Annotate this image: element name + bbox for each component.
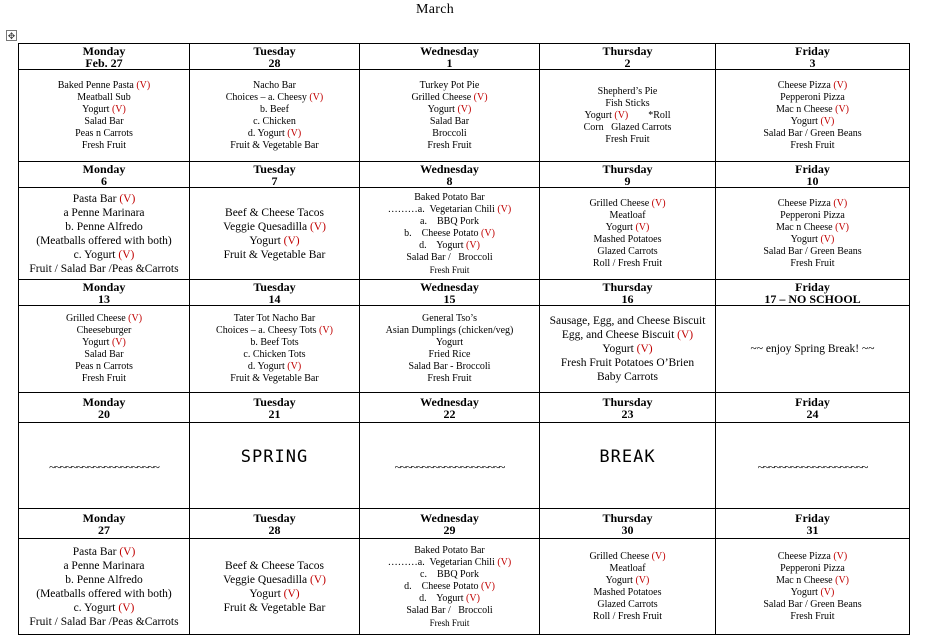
vegetarian-marker: (V) (119, 545, 136, 558)
day-date: 21 (268, 406, 281, 421)
day-name: Wednesday (420, 279, 479, 294)
day-date: 15 (443, 291, 456, 306)
vegetarian-marker: (V) (820, 586, 835, 598)
menu-item: Fresh Fruit (429, 264, 470, 275)
vegetarian-marker: (V) (119, 192, 136, 205)
menu-item: Glazed Carrots (597, 598, 658, 610)
menu-item: Salad Bar - Broccoli (408, 361, 491, 372)
menu-item: Beef & Cheese Tacos (225, 206, 324, 219)
day-name: Wednesday (420, 161, 479, 176)
menu-item: Fresh Fruit (81, 373, 127, 384)
day-date: 6 (101, 173, 107, 188)
day-date: 22 (443, 406, 456, 421)
day-name: Tuesday (253, 43, 296, 58)
day-date: 1 (446, 55, 453, 70)
vegetarian-marker: (V) (283, 587, 300, 600)
day-header-wednesday (360, 280, 540, 306)
menu-item: Baked Potato Bar (414, 544, 485, 556)
day-header-thursday (540, 280, 716, 306)
menu-item: Salad Bar / Green Beans (763, 598, 862, 610)
day-date: 7 (271, 173, 278, 188)
day-name: Friday (795, 510, 830, 525)
vegetarian-marker: (V) (835, 221, 850, 233)
menu-item: Asian Dumplings (chicken/veg) (385, 325, 514, 336)
vegetarian-marker: (V) (820, 233, 835, 245)
menu-cell-friday (716, 188, 910, 280)
day-header-tuesday (190, 280, 360, 306)
menu-item: Sausage, Egg, and Cheese Biscuit (549, 315, 706, 327)
day-name: Monday (82, 394, 126, 409)
menu-item: Grilled Cheese (V) (589, 197, 666, 209)
day-name: Tuesday (253, 510, 296, 525)
menu-item: c. Chicken (253, 115, 296, 127)
menu-cell-tuesday (190, 539, 360, 635)
menu-item: Fresh Fruit (81, 139, 127, 151)
vegetarian-marker: (V) (635, 574, 650, 586)
day-header-friday (716, 509, 910, 539)
menu-item: Beef & Cheese Tacos (225, 559, 324, 572)
menu-item: a. BBQ Pork (420, 215, 479, 227)
menu-item: Salad Bar / Green Beans (763, 127, 862, 139)
day-header-thursday (540, 509, 716, 539)
menu-item: Cheese Pizza (V) (777, 79, 848, 91)
day-date: 8 (446, 173, 453, 188)
menu-cell-monday (19, 70, 190, 162)
day-name: Thursday (602, 161, 653, 176)
vegetarian-marker: (V) (309, 220, 326, 233)
menu-item: a Penne Marinara (63, 559, 145, 572)
menu-item: (Meatballs offered with both) (36, 234, 172, 247)
day-header-friday (716, 162, 910, 188)
menu-item: Yogurt (V) (605, 574, 650, 586)
menu-item: Cheese Pizza (V) (777, 550, 848, 562)
menu-item: c. Yogurt (V) (73, 601, 135, 614)
vegetarian-marker: (V) (287, 361, 302, 372)
menu-item: Yogurt (V) (790, 586, 835, 598)
menu-item: Fresh Fruit (427, 139, 472, 151)
vegetarian-marker: (V) (309, 573, 326, 586)
menu-item: Baked Potato Bar (414, 191, 485, 203)
menu-item: Nacho Bar (252, 79, 297, 91)
menu-item: Yogurt (V) (82, 337, 126, 348)
day-header-friday (716, 280, 910, 306)
vegetarian-marker: (V) (481, 227, 495, 239)
week-menu-row (19, 539, 910, 635)
menu-item: Salad Bar (84, 349, 124, 360)
day-name: Wednesday (420, 43, 479, 58)
menu-cell-tuesday (190, 188, 360, 280)
day-date: 2 (624, 55, 631, 70)
menu-item: Veggie Quesadilla (V) (223, 573, 326, 586)
week-menu-row (19, 306, 910, 393)
day-date: 28 (268, 522, 281, 537)
menu-item: Mac n Cheese (V) (775, 103, 850, 115)
vegetarian-marker: (V) (481, 580, 495, 592)
menu-item: Choices – a. Cheesy (V) (225, 91, 324, 103)
menu-item: Fruit & Vegetable Bar (230, 139, 319, 151)
menu-cell-monday (19, 188, 190, 280)
menu-item: Fruit / Salad Bar /Peas &Carrots (29, 262, 179, 275)
menu-item: ………a. Vegetarian Chili (V) (387, 556, 512, 568)
menu-item: Pepperoni Pizza (780, 209, 845, 221)
menu-cell-tuesday (190, 423, 360, 509)
day-date: 31 (806, 522, 819, 537)
day-date: 17 – NO SCHOOL (764, 291, 861, 306)
menu-item: Salad Bar / Green Beans (763, 245, 862, 257)
menu-item: Cheeseburger (76, 325, 132, 336)
menu-item: d. Yogurt (V) (247, 361, 302, 372)
day-header-monday (19, 44, 190, 70)
day-name: Monday (82, 279, 126, 294)
day-date: 27 (98, 522, 110, 537)
day-date: 10 (806, 173, 819, 188)
day-header-monday (19, 509, 190, 539)
day-date: 24 (806, 406, 819, 421)
day-date: 3 (809, 55, 816, 70)
day-header-wednesday (360, 162, 540, 188)
day-header-friday (716, 44, 910, 70)
menu-item: Fresh Fruit (605, 133, 650, 145)
spring-break-word: SPRING (240, 447, 309, 467)
tilde-divider: ~~~~~~~~~~~~~~~~~~~~ (394, 459, 505, 474)
day-name: Friday (795, 43, 830, 58)
menu-item: Roll / Fresh Fruit (592, 610, 663, 622)
vegetarian-marker: (V) (614, 109, 629, 121)
menu-item: Yogurt (V) (249, 587, 300, 600)
menu-cell-wednesday (360, 188, 540, 280)
menu-cell-thursday (540, 539, 716, 635)
menu-item: Meatloaf (609, 562, 646, 574)
menu-calendar-table (18, 43, 910, 635)
menu-item: Yogurt (V) (790, 233, 835, 245)
vegetarian-marker: (V) (466, 592, 480, 604)
vegetarian-marker: (V) (128, 313, 143, 324)
menu-item: Fried Rice (428, 349, 471, 360)
menu-item: d. Yogurt (V) (247, 127, 302, 139)
menu-item: Broccoli (432, 127, 467, 139)
menu-item: Tater Tot Nacho Bar (233, 313, 316, 324)
menu-item: Fresh Fruit (790, 610, 835, 622)
table-move-handle-icon[interactable]: ✥ (7, 31, 16, 41)
vegetarian-marker: (V) (118, 601, 135, 614)
day-date: 29 (443, 522, 456, 537)
day-header-tuesday (190, 44, 360, 70)
menu-item: Roll / Fresh Fruit (592, 257, 663, 269)
vegetarian-marker: (V) (497, 203, 512, 215)
week-header-row (19, 162, 910, 188)
menu-item: Salad Bar / Broccoli (406, 251, 493, 263)
menu-cell-thursday (540, 188, 716, 280)
vegetarian-marker: (V) (287, 127, 302, 139)
menu-item: Fruit & Vegetable Bar (223, 601, 326, 614)
day-name: Tuesday (253, 161, 296, 176)
day-header-tuesday (190, 162, 360, 188)
vegetarian-marker: (V) (833, 197, 848, 209)
week-header-row (19, 509, 910, 539)
day-date: 13 (98, 291, 110, 306)
vegetarian-marker: (V) (651, 197, 666, 209)
menu-item: Fish Sticks (605, 97, 650, 109)
menu-item: Fresh Fruit (429, 617, 470, 628)
menu-item: a Penne Marinara (63, 206, 145, 219)
menu-cell-friday (716, 306, 910, 393)
vegetarian-marker: (V) (497, 556, 512, 568)
menu-item: Grilled Cheese (V) (589, 550, 666, 562)
vegetarian-marker: (V) (677, 329, 694, 341)
menu-item: Yogurt (V) (790, 115, 835, 127)
vegetarian-marker: (V) (635, 221, 650, 233)
day-header-monday (19, 162, 190, 188)
day-name: Monday (82, 510, 126, 525)
menu-item: Fresh Fruit (427, 373, 472, 384)
day-date: 23 (621, 406, 634, 421)
day-name: Friday (795, 279, 830, 294)
menu-item: Mac n Cheese (V) (775, 574, 850, 586)
vegetarian-marker: (V) (636, 343, 653, 355)
menu-item: Yogurt (V) (605, 221, 650, 233)
menu-cell-tuesday (190, 306, 360, 393)
day-header-friday (716, 393, 910, 423)
day-header-thursday (540, 393, 716, 423)
vegetarian-marker: (V) (136, 79, 151, 91)
menu-item: Fresh Fruit (790, 257, 835, 269)
day-header-thursday (540, 162, 716, 188)
week-menu-row (19, 70, 910, 162)
day-name: Thursday (602, 43, 653, 58)
menu-cell-thursday (540, 423, 716, 509)
menu-item: Mashed Potatoes (593, 233, 662, 245)
menu-item: Fresh Fruit (790, 139, 835, 151)
day-header-tuesday (190, 509, 360, 539)
menu-item: Fruit & Vegetable Bar (230, 373, 319, 384)
menu-item: Yogurt (V) (427, 103, 472, 115)
day-header-wednesday (360, 393, 540, 423)
menu-item: General Tso’s (422, 313, 477, 324)
day-date: 14 (268, 291, 281, 306)
day-name: Thursday (602, 394, 653, 409)
day-name: Friday (795, 394, 830, 409)
menu-item: Fruit & Vegetable Bar (223, 248, 326, 261)
menu-cell-friday (716, 70, 910, 162)
page-title: March (415, 2, 455, 17)
vegetarian-marker: (V) (473, 91, 488, 103)
menu-item: c. BBQ Pork (420, 568, 479, 580)
week-menu-row (19, 188, 910, 280)
menu-item: Cheese Pizza (V) (777, 197, 848, 209)
vegetarian-marker: (V) (118, 248, 135, 261)
day-header-monday (19, 280, 190, 306)
day-name: Tuesday (253, 279, 296, 294)
day-name: Tuesday (253, 394, 296, 409)
menu-item: Baked Penne Pasta (V) (57, 79, 151, 91)
day-date: 30 (621, 522, 634, 537)
menu-item: b. Penne Alfredo (65, 220, 143, 233)
vegetarian-marker: (V) (835, 103, 850, 115)
menu-item: Corn Glazed Carrots (583, 121, 672, 133)
menu-cell-thursday (540, 70, 716, 162)
menu-item: Choices – a. Cheesy Tots (V) (216, 325, 333, 336)
day-header-thursday (540, 44, 716, 70)
menu-item: Glazed Carrots (597, 245, 658, 257)
menu-item: Yogurt (435, 337, 464, 348)
menu-item: Meatloaf (609, 209, 646, 221)
day-header-monday (19, 393, 190, 423)
menu-item: Mac n Cheese (V) (775, 221, 850, 233)
menu-cell-monday (19, 306, 190, 393)
day-name: Wednesday (420, 510, 479, 525)
menu-item: Yogurt (V) (249, 234, 300, 247)
menu-item: Pepperoni Pizza (780, 91, 845, 103)
menu-item: Peas n Carrots (75, 127, 133, 139)
day-date: 20 (98, 406, 110, 421)
day-header-tuesday (190, 393, 360, 423)
menu-item: Pasta Bar (V) (72, 545, 136, 558)
tilde-divider: ~~~~~~~~~~~~~~~~~~~~ (49, 459, 159, 474)
menu-item: b. Beef (260, 103, 289, 115)
menu-item: Mashed Potatoes (593, 586, 662, 598)
menu-item: b. Cheese Potato (V) (404, 227, 495, 239)
menu-cell-friday (716, 423, 910, 509)
menu-item: Baby Carrots (596, 371, 658, 383)
vegetarian-marker: (V) (319, 325, 333, 336)
menu-item: ………a. Vegetarian Chili (V) (387, 203, 512, 215)
menu-item: b. Beef Tots (250, 337, 299, 348)
day-header-wednesday (360, 44, 540, 70)
spring-break-word: BREAK (599, 447, 656, 467)
menu-cell-tuesday (190, 70, 360, 162)
menu-item: Pasta Bar (V) (72, 192, 136, 205)
vegetarian-marker: (V) (833, 550, 848, 562)
day-date: 16 (621, 291, 634, 306)
vegetarian-marker: (V) (835, 574, 850, 586)
tilde-divider: ~~~~~~~~~~~~~~~~~~~~ (757, 459, 868, 474)
menu-item: (Meatballs offered with both) (36, 587, 172, 600)
vegetarian-marker: (V) (651, 550, 666, 562)
day-name: Friday (795, 161, 830, 176)
menu-item: ~~ enjoy Spring Break! ~~ (750, 343, 875, 355)
menu-cell-friday (716, 539, 910, 635)
menu-item: b. Penne Alfredo (65, 573, 143, 586)
day-name: Monday (82, 161, 126, 176)
menu-item: c. Yogurt (V) (73, 248, 135, 261)
menu-item: d. Yogurt (V) (419, 239, 480, 251)
menu-item: d. Cheese Potato (V) (404, 580, 495, 592)
menu-cell-monday (19, 423, 190, 509)
week-menu-row (19, 423, 910, 509)
menu-item: Salad Bar (84, 115, 124, 127)
menu-item: Veggie Quesadilla (V) (223, 220, 326, 233)
day-name: Thursday (602, 510, 653, 525)
vegetarian-marker: (V) (283, 234, 300, 247)
vegetarian-marker: (V) (111, 103, 126, 115)
menu-cell-wednesday (360, 423, 540, 509)
menu-item: Grilled Cheese (V) (411, 91, 488, 103)
menu-item: Yogurt (V) (82, 103, 126, 115)
vegetarian-marker: (V) (833, 79, 848, 91)
menu-item: d. Yogurt (V) (419, 592, 480, 604)
menu-item: Egg, and Cheese Biscuit (V) (561, 329, 694, 341)
day-date: Feb. 27 (85, 55, 123, 70)
day-date: 28 (268, 55, 281, 70)
vegetarian-marker: (V) (466, 239, 480, 251)
menu-item: Turkey Pot Pie (419, 79, 480, 91)
menu-item: Fresh Fruit Potatoes O’Brien (560, 357, 695, 369)
menu-item: Salad Bar / Broccoli (406, 604, 493, 616)
menu-item: Yogurt (V) (602, 343, 653, 355)
menu-item: Meatball Sub (77, 91, 131, 103)
menu-item: Fruit / Salad Bar /Peas &Carrots (29, 615, 179, 628)
day-name: Monday (82, 43, 126, 58)
week-header-row (19, 280, 910, 306)
menu-cell-thursday (540, 306, 716, 393)
menu-cell-monday (19, 539, 190, 635)
vegetarian-marker: (V) (309, 91, 324, 103)
week-header-row (19, 393, 910, 423)
week-header-row (19, 44, 910, 70)
day-date: 9 (624, 173, 631, 188)
menu-item: Peas n Carrots (75, 361, 133, 372)
day-name: Thursday (602, 279, 653, 294)
menu-cell-wednesday (360, 539, 540, 635)
menu-cell-wednesday (360, 306, 540, 393)
menu-item: c. Chicken Tots (243, 349, 306, 360)
menu-item: Shepherd’s Pie (597, 85, 658, 97)
vegetarian-marker: (V) (111, 337, 126, 348)
menu-item: Grilled Cheese (V) (65, 313, 143, 324)
vegetarian-marker: (V) (820, 115, 835, 127)
vegetarian-marker: (V) (457, 103, 472, 115)
day-header-wednesday (360, 509, 540, 539)
day-name: Wednesday (420, 394, 479, 409)
menu-cell-wednesday (360, 70, 540, 162)
menu-item: Pepperoni Pizza (780, 562, 845, 574)
menu-item: Yogurt (V) *Roll (584, 109, 671, 121)
menu-item: Salad Bar (429, 115, 470, 127)
